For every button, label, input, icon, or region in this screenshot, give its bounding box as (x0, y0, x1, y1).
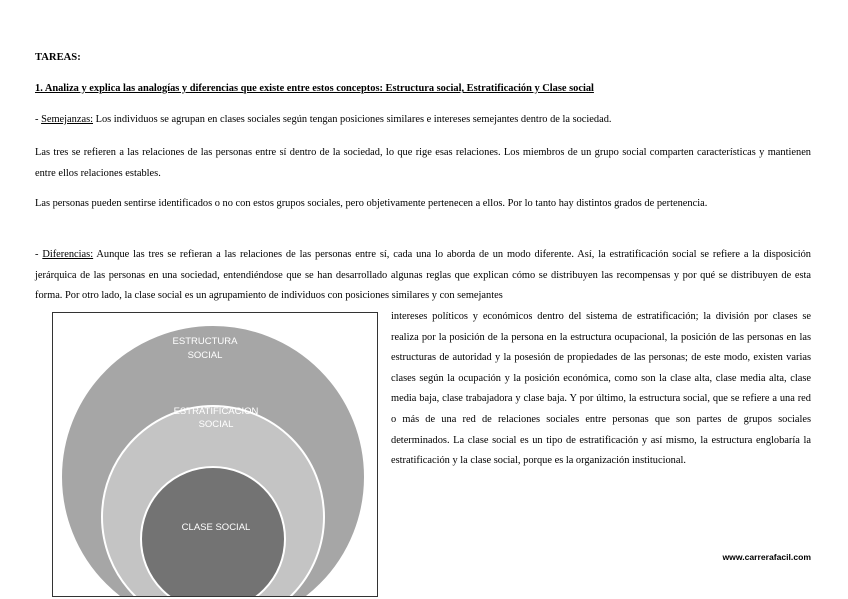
inner-label: CLASE SOCIAL (181, 522, 251, 533)
semejanzas-text: Los individuos se agrupan en clases sociales según tengan posiciones similares e intereses semejantes dentro de la sociedad. (93, 114, 612, 125)
middle-label-line2: SOCIAL (198, 419, 234, 430)
relations-paragraph: Las tres se refieren a las relaciones de las personas entre sí dentro de la sociedad, lo que rige esas relaciones. Los miembros de un grupo social comparten características y mantienen entre ellos relaciones estables. (35, 147, 811, 179)
membership-paragraph: Las personas pueden sentirse identificados o no con estos grupos sociales, pero objetivamente pertenecen a ellos. Por lo tanto hay distintos grados de pertenencia. (35, 198, 708, 209)
continuation-paragraph: intereses políticos y económicos dentro del sistema de estratificación; la división por clases se realiza por la posición de la persona en la estructura ocupacional, la posición de las personas en las estructuras de autoridad y la posesión de propiedades de las personas; de este modo, existen varias clases según la ocupación y la posición económica, como son la clase alta, clase media alta, clase media baja, clase trabajadora y clase baja. Y por último, la estructura social, que se refiere a una red o más de una red de relaciones sociales entre personas que son partes de grupos sociales determinados. La clase social es un tipo de estratificación y así mismo, la estructura englobaría la estratificación y la clase social, porque es la organización institucional. (391, 311, 811, 467)
question-heading: 1. Analiza y explica las analogías y diferencias que existe entre estos conceptos: Estructura social, Estratificación y Clase social (35, 83, 594, 94)
diferencias-paragraph: - Diferencias: Aunque las tres se refieran a las relaciones de las personas entre sí, cada una lo aborda de un modo diferente. Así, la estratificación social se refiere a la disposición jerárquica de las personas en una sociedad, entendiéndose que se han desarrollado algunas reglas que explican cómo se distribuyen las recompensas y por qué se distribuyen de esta forma. Por otro lado, la clase social es un agrupamiento de individuos con posiciones similares y con semejantes (35, 249, 811, 301)
diferencias-label: Diferencias: (42, 249, 94, 260)
concentric-diagram (52, 312, 378, 597)
semejanzas-paragraph: - Semejanzas: Los individuos se agrupan en clases sociales según tengan posiciones similares e intereses semejantes dentro de la sociedad. (35, 114, 612, 125)
footer-site-link[interactable]: www.carrerafacil.com (722, 552, 811, 562)
outer-label-line2: SOCIAL (187, 350, 223, 361)
page-title: TAREAS: (35, 52, 81, 63)
outer-label-line1: ESTRUCTURA (172, 336, 238, 347)
semejanzas-label: Semejanzas: (41, 114, 93, 125)
middle-label-line1: ESTRATIFICACION (173, 406, 259, 417)
concentric-circles-svg (53, 313, 378, 597)
diferencias-text: Aunque las tres se refieran a las relaciones de las personas entre sí, cada una lo aborda de un modo diferente. Así, la estratificación social se refiere a la disposición jerárquica de las personas en una sociedad, entendiéndose que se han desarrollado algunas reglas que explican cómo se distribuyen las recompensas y por qué se distribuyen de esta forma. Por otro lado, la clase social es un agrupamiento de individuos con posiciones similares y con semejantes (35, 249, 811, 301)
